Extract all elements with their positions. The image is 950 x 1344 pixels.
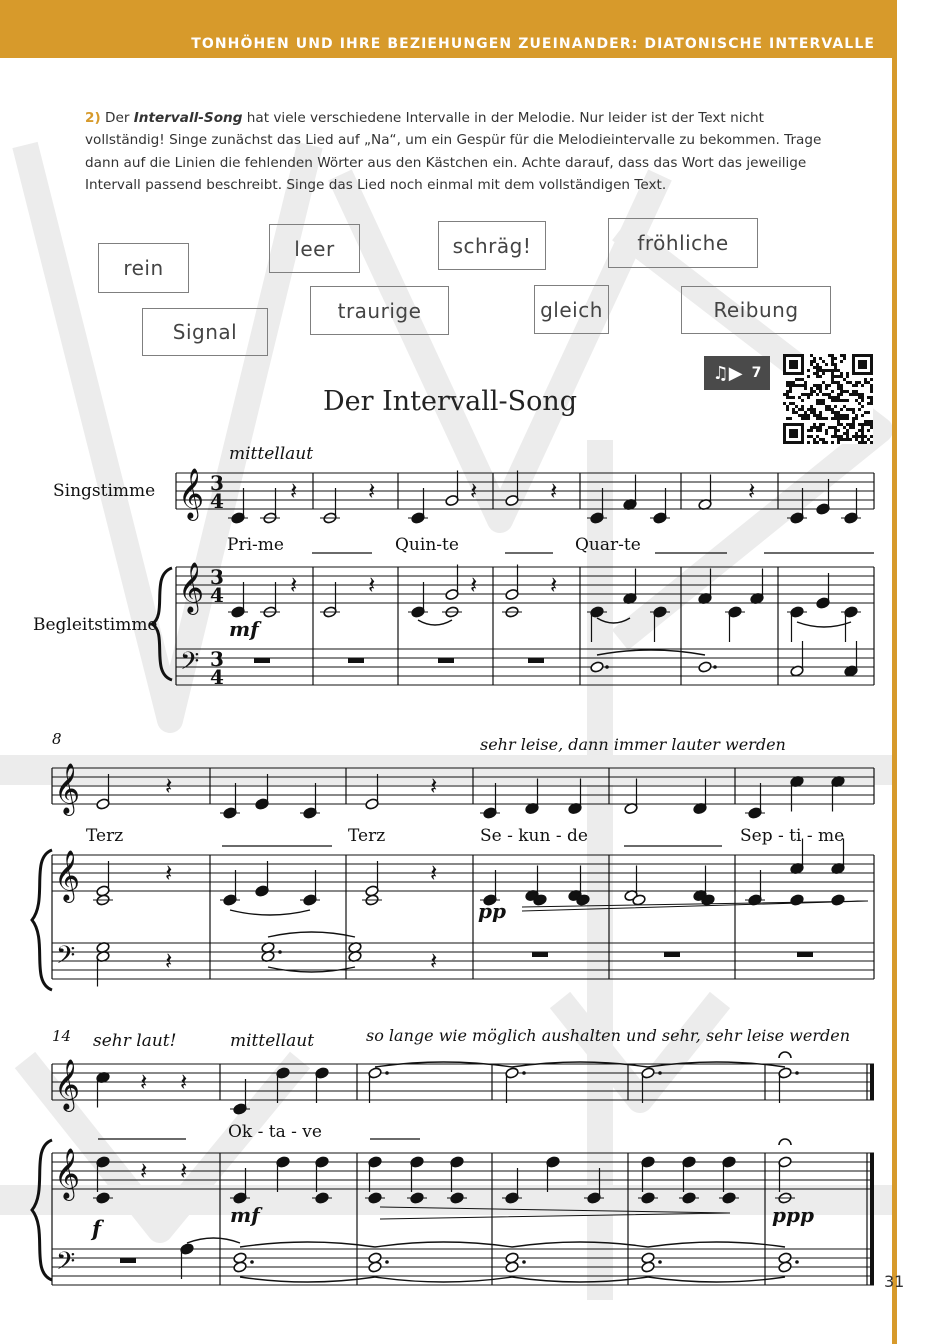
music-play-icon: ♫▶ <box>712 362 743 384</box>
dot <box>522 1071 526 1075</box>
dynamic-mf-1: mf <box>229 617 259 641</box>
note <box>653 606 667 642</box>
note <box>450 1156 464 1192</box>
note <box>505 1168 519 1204</box>
note <box>445 565 459 601</box>
quarter-rest: 𝄽 <box>180 1068 188 1096</box>
fermata <box>779 1139 791 1145</box>
note <box>255 774 269 810</box>
word-box-schraeg[interactable]: schräg! <box>438 221 546 270</box>
note <box>263 582 277 618</box>
quarter-rest: 𝄽 <box>165 947 173 975</box>
note <box>698 569 712 605</box>
whole-rest <box>120 1258 136 1263</box>
final-barline <box>870 1153 874 1285</box>
word-box-rein[interactable]: rein <box>98 243 189 293</box>
dot <box>795 1260 799 1264</box>
note <box>263 488 277 524</box>
lyric-terz-2: Terz <box>348 826 386 846</box>
whole-rest <box>664 952 680 957</box>
note <box>368 1261 382 1273</box>
note <box>96 1071 110 1107</box>
dot <box>385 1260 389 1264</box>
task-text-start: Der <box>105 110 134 126</box>
note <box>590 661 604 673</box>
tie <box>240 1242 375 1247</box>
note <box>368 1067 382 1103</box>
tie <box>797 622 851 627</box>
whole-rest <box>438 658 454 663</box>
quarter-rest: 𝄽 <box>748 477 756 505</box>
note <box>411 488 425 524</box>
quarter-rest: 𝄽 <box>140 1157 148 1185</box>
time-signature-top: 3 <box>210 471 224 495</box>
song-title: Der Intervall-Song <box>322 386 578 417</box>
dot <box>605 665 609 669</box>
note <box>223 783 237 819</box>
note <box>831 894 845 906</box>
note <box>641 1156 655 1192</box>
note <box>505 471 519 507</box>
lyric-prime: Pri-me <box>227 535 284 555</box>
note <box>778 1261 792 1273</box>
accompaniment-label: Begleitstimme <box>33 615 158 635</box>
direction-sehr-laut: sehr laut! <box>93 1031 177 1051</box>
note <box>323 582 337 618</box>
note <box>790 775 804 811</box>
answer-blanks <box>98 553 874 1139</box>
note <box>778 1067 792 1103</box>
whole-rest <box>528 658 544 663</box>
note <box>410 1156 424 1192</box>
quarter-rest: 𝄽 <box>368 477 376 505</box>
treble-staff <box>52 768 874 804</box>
measure-number-14: 14 <box>52 1027 72 1045</box>
dot <box>713 665 717 669</box>
bass-staff <box>176 649 874 685</box>
note <box>255 861 269 897</box>
note <box>368 1156 382 1192</box>
note <box>693 779 707 815</box>
note <box>844 641 858 677</box>
note <box>483 783 497 819</box>
lyric-sekunde: Se - kun - de <box>480 826 588 846</box>
lyric-terz-1: Terz <box>86 826 124 846</box>
task-number: 2) <box>85 110 101 126</box>
word-box-gleich[interactable]: gleich <box>534 285 609 334</box>
note <box>831 775 845 811</box>
note <box>722 1156 736 1192</box>
note <box>180 1243 194 1279</box>
tie <box>187 1238 240 1243</box>
audio-track-number: 7 <box>751 365 762 381</box>
note <box>315 1067 329 1103</box>
quarter-rest: 𝄽 <box>165 772 173 800</box>
note <box>624 779 638 815</box>
time-signature-bottom: 4 <box>210 489 224 513</box>
note <box>231 582 245 618</box>
note <box>365 861 379 897</box>
note <box>728 606 742 642</box>
note <box>276 1156 290 1192</box>
dynamic-f: f <box>92 1216 102 1241</box>
lyric-quarte: Quar-te <box>575 535 641 555</box>
note <box>233 1168 247 1204</box>
note <box>96 861 110 897</box>
note <box>653 488 667 524</box>
note <box>303 870 317 906</box>
whole-rest <box>797 952 813 957</box>
dot <box>385 1071 389 1075</box>
note <box>590 606 604 642</box>
task-text: hat viele verschiedene Intervalle in der Melodie. Nur leider ist der Text nicht vollständig! Singe zunächst das Lied auf „Na“, um ein Gespür für die Melodieintervalle zu bekommen. Trage dann auf die Linien die fehlenden Wörter aus den Kästchen ein. Achte darauf, dass das Wort das jeweilige Intervall passend beschreibt. Singe das Lied noch einmal mit dem vollständigen Text. <box>85 110 822 193</box>
brace-system-2 <box>32 850 52 990</box>
note <box>623 475 637 511</box>
chapter-title: TONHÖHEN UND IHRE BEZIEHUNGEN ZUEINANDER: DIATONISCHE INTERVALLE <box>191 36 875 52</box>
word-box-signal[interactable]: Signal <box>142 308 268 356</box>
quarter-rest: 𝄽 <box>550 477 558 505</box>
dynamic-ppp: ppp <box>772 1203 814 1227</box>
tie <box>240 1277 375 1282</box>
lyric-quinte: Quin-te <box>395 535 459 555</box>
treble-clef: 𝄞 <box>54 1059 81 1110</box>
note <box>748 783 762 819</box>
note <box>778 1156 792 1192</box>
note <box>844 488 858 524</box>
note <box>445 471 459 507</box>
whole-rest <box>532 952 548 957</box>
lyric-septime: Sep - ti - me <box>740 826 845 846</box>
note <box>698 475 712 511</box>
direction-aushalten: so lange wie möglich aushalten und sehr, sehr leise werden <box>366 1026 850 1045</box>
final-barline <box>870 1064 874 1100</box>
quarter-rest: 𝄽 <box>470 477 478 505</box>
dot <box>250 1260 254 1264</box>
quarter-rest: 𝄽 <box>550 571 558 599</box>
direction-mittellaut-2: mittellaut <box>230 1031 315 1051</box>
page-number: 31 <box>884 1272 905 1291</box>
note <box>748 870 762 906</box>
tie <box>268 932 355 937</box>
fermata <box>779 1052 791 1058</box>
note <box>231 488 245 524</box>
note <box>96 950 110 986</box>
crescendo-hairpin <box>522 901 868 911</box>
note <box>233 1079 247 1115</box>
treble-clef: 𝄞 <box>54 763 81 814</box>
note <box>505 1261 519 1273</box>
time-signature-bottom: 4 <box>210 665 224 689</box>
brace-system-3 <box>32 1140 52 1280</box>
tie <box>230 910 310 915</box>
note <box>96 774 110 810</box>
treble-clef: 𝄞 <box>178 562 205 613</box>
treble-clef: 𝄞 <box>54 850 81 901</box>
note <box>816 573 830 609</box>
treble-clef: 𝄞 <box>178 468 205 519</box>
dot <box>658 1071 662 1075</box>
whole-rest <box>254 658 270 663</box>
treble-staff <box>52 1153 874 1189</box>
decrescendo-hairpin <box>380 1207 730 1219</box>
treble-staff <box>52 855 874 891</box>
note <box>233 1261 247 1273</box>
word-box-leer[interactable]: leer <box>269 224 360 273</box>
note <box>315 1156 329 1192</box>
note <box>96 1156 110 1192</box>
dot <box>658 1260 662 1264</box>
note <box>546 1156 560 1192</box>
tie <box>597 618 630 623</box>
quarter-rest: 𝄽 <box>430 947 438 975</box>
note <box>816 479 830 515</box>
dynamic-pp: pp <box>478 899 506 923</box>
note <box>682 1156 696 1192</box>
treble-staff <box>52 1064 874 1100</box>
quarter-rest: 𝄽 <box>290 571 298 599</box>
direction-sehr-leise: sehr leise, dann immer lauter werden <box>480 735 786 754</box>
bass-clef: 𝄢 <box>56 941 76 976</box>
dynamic-mf-2: mf <box>230 1203 260 1227</box>
dot <box>522 1260 526 1264</box>
quarter-rest: 𝄽 <box>140 1068 148 1096</box>
note <box>525 779 539 815</box>
quarter-rest: 𝄽 <box>430 859 438 887</box>
note <box>587 1168 601 1204</box>
note <box>790 894 804 906</box>
bass-staff <box>52 943 874 979</box>
note <box>623 569 637 605</box>
bass-staff <box>52 1249 874 1285</box>
note <box>790 641 804 677</box>
bass-clef: 𝄢 <box>180 647 200 682</box>
note <box>790 488 804 524</box>
whole-rest <box>348 658 364 663</box>
note <box>303 783 317 819</box>
bass-clef: 𝄢 <box>56 1247 76 1282</box>
quarter-rest: 𝄽 <box>165 859 173 887</box>
quarter-rest: 𝄽 <box>470 571 478 599</box>
voice-label: Singstimme <box>53 481 156 501</box>
measure-number-8: 8 <box>52 730 62 748</box>
note <box>505 1067 519 1103</box>
time-signature-top: 3 <box>210 565 224 589</box>
note <box>698 661 712 673</box>
song-name: Intervall-Song <box>133 110 243 126</box>
note <box>223 870 237 906</box>
time-signature-top: 3 <box>210 647 224 671</box>
note <box>411 582 425 618</box>
dot <box>278 950 282 954</box>
note <box>568 779 582 815</box>
note <box>505 565 519 601</box>
word-box-reibung[interactable]: Reibung <box>681 286 831 334</box>
note <box>641 1067 655 1103</box>
treble-staff <box>176 473 874 509</box>
note <box>750 569 764 605</box>
quarter-rest: 𝄽 <box>368 571 376 599</box>
note <box>590 488 604 524</box>
word-box-traurige[interactable]: traurige <box>310 286 449 335</box>
treble-clef: 𝄞 <box>54 1148 81 1199</box>
direction-mittellaut: mittellaut <box>229 444 314 464</box>
note <box>641 1261 655 1273</box>
tie <box>418 620 452 625</box>
note <box>276 1067 290 1103</box>
word-box-froehliche[interactable]: fröhliche <box>608 218 758 268</box>
quarter-rest: 𝄽 <box>290 477 298 505</box>
tie <box>597 650 705 655</box>
lyric-oktave: Ok - ta - ve <box>228 1122 322 1142</box>
quarter-rest: 𝄽 <box>430 772 438 800</box>
note <box>323 488 337 524</box>
quarter-rest: 𝄽 <box>180 1157 188 1185</box>
time-signature-bottom: 4 <box>210 583 224 607</box>
treble-staff <box>176 567 874 603</box>
note <box>365 774 379 810</box>
dot <box>795 1071 799 1075</box>
